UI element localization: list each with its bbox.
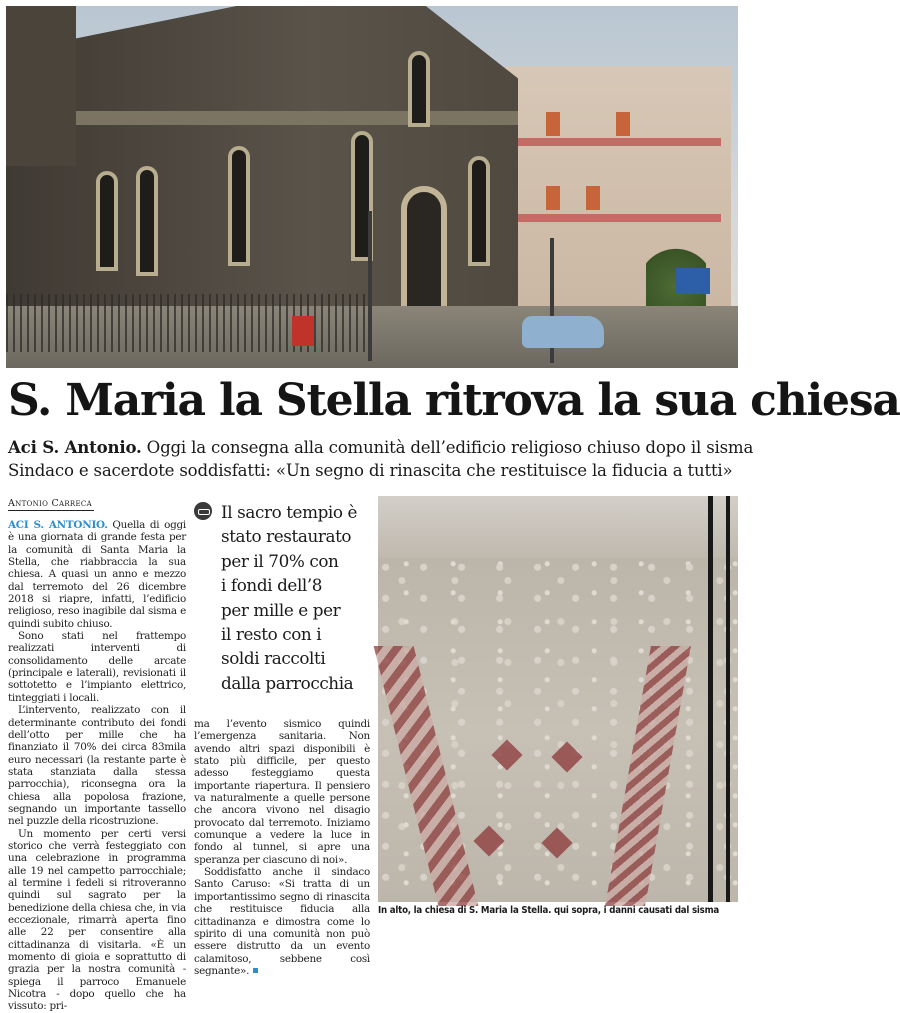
pull-quote-line: Il sacro tempio è <box>221 502 358 522</box>
subheadline <box>8 436 754 482</box>
article-column-2 <box>194 718 370 977</box>
article-paragraph-text: Soddisfatto anche il sindaco Santo Caruso: «Si tratta di un importantissimo segno di rinascita che restituisce fiducia alla cittadinanza e dimostra come lo spirito di una comunità non può essere distrutto da un evento calamitoso, sebbene così segnante». <box>194 866 370 977</box>
photo-window <box>136 166 158 276</box>
article-paragraph-text: Quella di oggi è una giornata di grande festa per la comunità di Santa Maria la Stella, che riabbraccia la sua chiesa. A quasi un anno e mezzo dal terremoto del 26 dicembre 2018 si riapre, infatti, l’edificio religioso, reso inagibile dal sisma e quindi subito chiuso. <box>8 519 186 630</box>
article-paragraph: L’intervento, realizzato con il determinante contributo dei fondi dell’otto per mille che ha finanziato il 70% dei circa 83mila euro necessari (la restante parte è stata stanziata dalla stessa parrocchia), riconsegna ora la chiesa alla popolosa frazione, segnando un importante tassello nel puzzle della ricostruzione. <box>8 704 186 828</box>
photo-bell-tower <box>6 6 76 166</box>
photo-shutter <box>586 186 600 210</box>
headline: S. Maria la Stella ritrova la sua chiesa <box>8 375 900 426</box>
photo-window <box>228 146 250 266</box>
subheadline-line-2: Sindaco e sacerdote soddisfatti: «Un segno di rinascita che restituisce la fiducia a tutti» <box>8 461 733 480</box>
subheadline-line-1 <box>8 436 754 459</box>
article-paragraph: ma l’evento sismico quindi l’emergenza sanitaria. Non avendo altri spazi disponibili è stato più difficile, per questo adesso festeggiamo questa importante riapertura. Il pensiero va naturalmente a quelle persone che ancora vivono nel disagio provocato dal terremoto. Iniziamo comunque a vedere la luce in fondo al tunnel, si apre una speranza per ciascuno di noi». <box>194 718 370 866</box>
article-column-1 <box>8 519 186 1013</box>
church-photo <box>6 6 738 368</box>
article-paragraph: Sono stati nel frattempo realizzati interventi di consolidamento delle arcate (principale e laterali), revisionati il sottotetto e l’impianto elettrico, tinteggiati i locali. <box>8 630 186 704</box>
photo-chair <box>696 496 738 902</box>
subheadline-line-1-text: Oggi la consegna alla comunità dell’edificio religioso chiuso dopo il sisma <box>141 438 754 457</box>
article-paragraph <box>8 519 186 630</box>
pull-quote-line: dalla parrocchia <box>221 672 354 693</box>
pull-quote-line: per il 70% con <box>221 550 339 571</box>
photo-shutter <box>616 112 630 136</box>
photo-road-sign <box>676 268 710 294</box>
byline: Antonio Carreca <box>8 498 94 511</box>
dateline: ACI S. ANTONIO. <box>8 519 108 531</box>
end-of-article-icon <box>253 968 258 973</box>
photo-caption: In alto, la chiesa di S. Maria la Stella. qui sopra, i danni causati dal sisma <box>378 905 720 916</box>
photo-cornice <box>6 111 518 125</box>
photo-balcony <box>516 138 721 146</box>
subheadline-kicker: Aci S. Antonio. <box>8 437 142 457</box>
photo-mailbox <box>292 316 314 346</box>
article-paragraph: Un momento per certi versi storico che verrà festeggiato con una celebrazione in programma alle 19 nel campetto parrocchiale; al termine i fedeli si ritroveranno quindi sul sagrato per la benedizione della chiesa che, in via eccezionale, rimarrà aperta fino alle 22 per consentire alla cittadinanza di visitarla. «È un momento di gioia e soprattutto di grazia per la nostra comunità - spiega il parroco Emanuele Nicotra - dopo quello che ha vissuto: pri- <box>8 827 186 1013</box>
pull-quote-line: il resto con i <box>221 624 322 645</box>
photo-window <box>96 171 118 271</box>
photo-rose-window <box>408 51 430 127</box>
article-paragraph <box>194 866 370 977</box>
damage-photo <box>378 496 738 902</box>
photo-balcony <box>516 214 721 222</box>
photo-window <box>468 156 490 266</box>
photo-shutter <box>546 186 560 210</box>
pull-quote-line: per mille e per <box>221 599 341 620</box>
photo-street-lamp <box>368 211 372 361</box>
pull-quote-line: i fondi dell’8 <box>221 575 323 596</box>
photo-wall <box>378 496 738 558</box>
pull-quote-text <box>221 500 373 695</box>
pull-quote-line: stato restaurato <box>221 526 352 547</box>
pull-quote-line: soldi raccolti <box>221 648 326 669</box>
quote-badge-icon <box>194 502 212 520</box>
photo-shutter <box>546 112 560 136</box>
photo-car <box>522 316 604 348</box>
